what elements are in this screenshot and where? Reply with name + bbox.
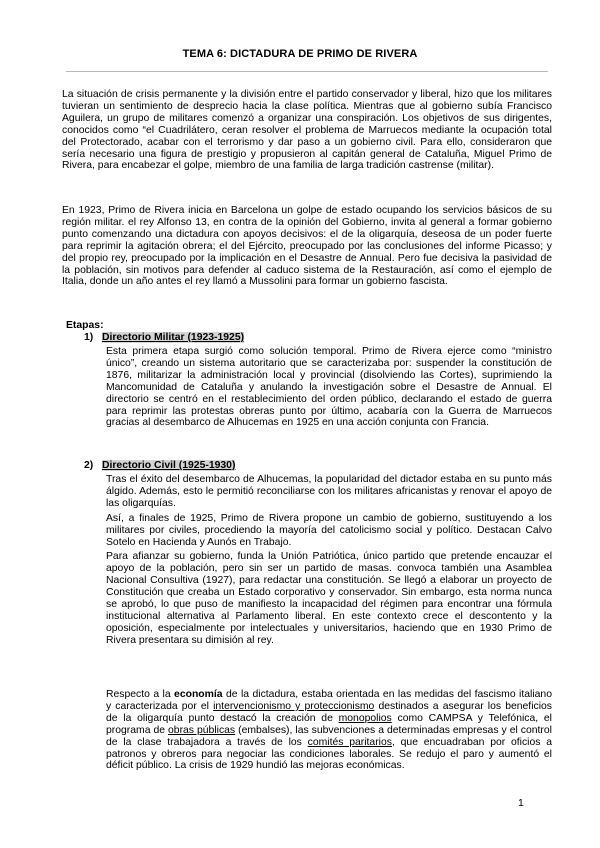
section-paragraph: Tras el éxito del desembarco de Alhucemas, la popularidad del dictador estaba en su punto más álgido. Además, esto le permitió reconciliarse con los militares africanistas y renovar el apoyo de las oligarquías. [106, 474, 552, 509]
section-paragraph: Así, a finales de 1925, Primo de Rivera propone un cambio de gobierno, sustituyendo a los militares por civiles, procediendo la mayoría del catolicismo social y político. Destacan Calvo Sotelo en Hacienda y Aunós en Trabajo. [106, 512, 552, 548]
text-run: de la dictadura, estaba orientada en las medidas del fascismo italiano y caracterizada por el [106, 689, 552, 712]
underlined-term: obras públicas [168, 724, 236, 736]
text-run: , que encuadraban por oficios a patronos y obreros para negociar las condiciones laborales. Se redujo el paro y aumentó el déficit público. La crisis de 1929 hundió las mejoras económicas. [106, 736, 553, 772]
page-number: 1 [518, 798, 524, 809]
section-number: 1) [84, 332, 94, 343]
section-paragraph: Esta primera etapa surgió como solución temporal. Primo de Rivera ejerce como “ministro único”, creando un sistema autoritario que se caracterizaba por: suspender la constitución de 1876, militarizar la administración local y provincial (disolviendo las Cortes), suprimiendo la Mancomunidad de Cataluña y anulando la investigación sobre el Desastre de Annual. El directorio se centró en el restablecimiento del orden público, declarando el estado de guerra para reprimir las protestas obreras punto por último, acabaría con la Guerra de Marruecos gracias al desembarco de Alhucemas en 1925 en una acción conjunta con Francia. [106, 346, 552, 429]
text-run: destinados a asegurar los beneficios de la oligarquía punto destacó la creación de [106, 700, 552, 724]
intro-paragraph-1: La situación de crisis permanente y la división entre el partido conservador y liberal, hizo que los militares tuvieran un sentimiento de desprecio hacia la clase política. Mientras que al gobierno subía Francisco Aguilera, un grupo de militares comenzó a organizar una conspiración. Los objetivos de sus dirigentes, conocidos como “el Cuadrilátero, ceran resolver el problema de Marruecos mediante la ocupación total del Protectorado, acabar con el terrorismo y dar paso a un gobierno civil. Para ello, consideraron que sería necesario una figura de prestigio y propusieron al capitán general de Cataluña, Miguel Primo de Rivera, para encabezar el golpe, miembro de una familia de larga tradición castrense (militar). [62, 89, 552, 172]
text-run: Respecto a la [106, 689, 175, 700]
section-paragraph: Para afianzar su gobierno, funda la Unión Patriótica, único partido que pretende encauzar el apoyo de la población, pero sin ser un partido de masas. convoca también una Asamblea Nacional Consultiva (1927), para redactar una constitución. Se llegó a elaborar un proyecto de Constitución que creaba un Estado corporativo y conservador. Sin embargo, esta norma nunca se aprobó, lo que puso de manifiesto la incapacidad del régimen para encontrar una fórmula institucional alternativa al Parlamento liberal. En este contexto crece el descontento y la oposición, especialmente por intelectuales y universitarios, haciendo que en 1930 Primo de Rivera presentara su dimisión al rey. [106, 551, 552, 646]
underlined-term: monopolios [338, 712, 392, 724]
section-number: 2) [84, 460, 94, 471]
section-title: Directorio Militar (1923-1925) [102, 332, 245, 343]
underlined-term: comités paritarios [307, 736, 392, 748]
underlined-term: intervencionismo y proteccionismo [213, 700, 375, 712]
section-title: Directorio Civil (1925-1930) [102, 460, 236, 471]
economy-paragraph [106, 689, 552, 772]
section-body-1 [106, 346, 552, 429]
bold-term: economía [174, 689, 223, 700]
text-run: (embalses), las subvenciones a determinadas empresas y el control de la clase trabajadora a través de los [106, 724, 552, 748]
text-run: como CAMPSA y Telefónica, el programa de [106, 712, 552, 736]
document-title: TEMA 6: DICTADURA DE PRIMO DE RIVERA [182, 48, 418, 60]
section-body-2 [106, 474, 552, 647]
intro-paragraph-2: En 1923, Primo de Rivera inicia en Barcelona un golpe de estado ocupando los servicios básicos de su región militar. el rey Alfonso 13, en contra de la opinión del Gobierno, invita al general a formar gobierno punto comenzando una dictadura con apoyos decisivos: el de la oligarquía, deseosa de un poder fuerte para reprimir la agitación obrera; el del Ejército, preocupado por las conclusiones del informe Picasso; y del propio rey, preocupado por la implicación en el Desastre de Annual. Pero fue decisiva la pasividad de la población, sin motivos para defender al caduco sistema de la Restauración, así como el ejemplo de Italia, donde un año antes el rey llamó a Mussolini para formar un gobierno fascista. [62, 205, 552, 288]
title-divider [66, 71, 548, 72]
etapas-label: Etapas: [66, 320, 104, 331]
